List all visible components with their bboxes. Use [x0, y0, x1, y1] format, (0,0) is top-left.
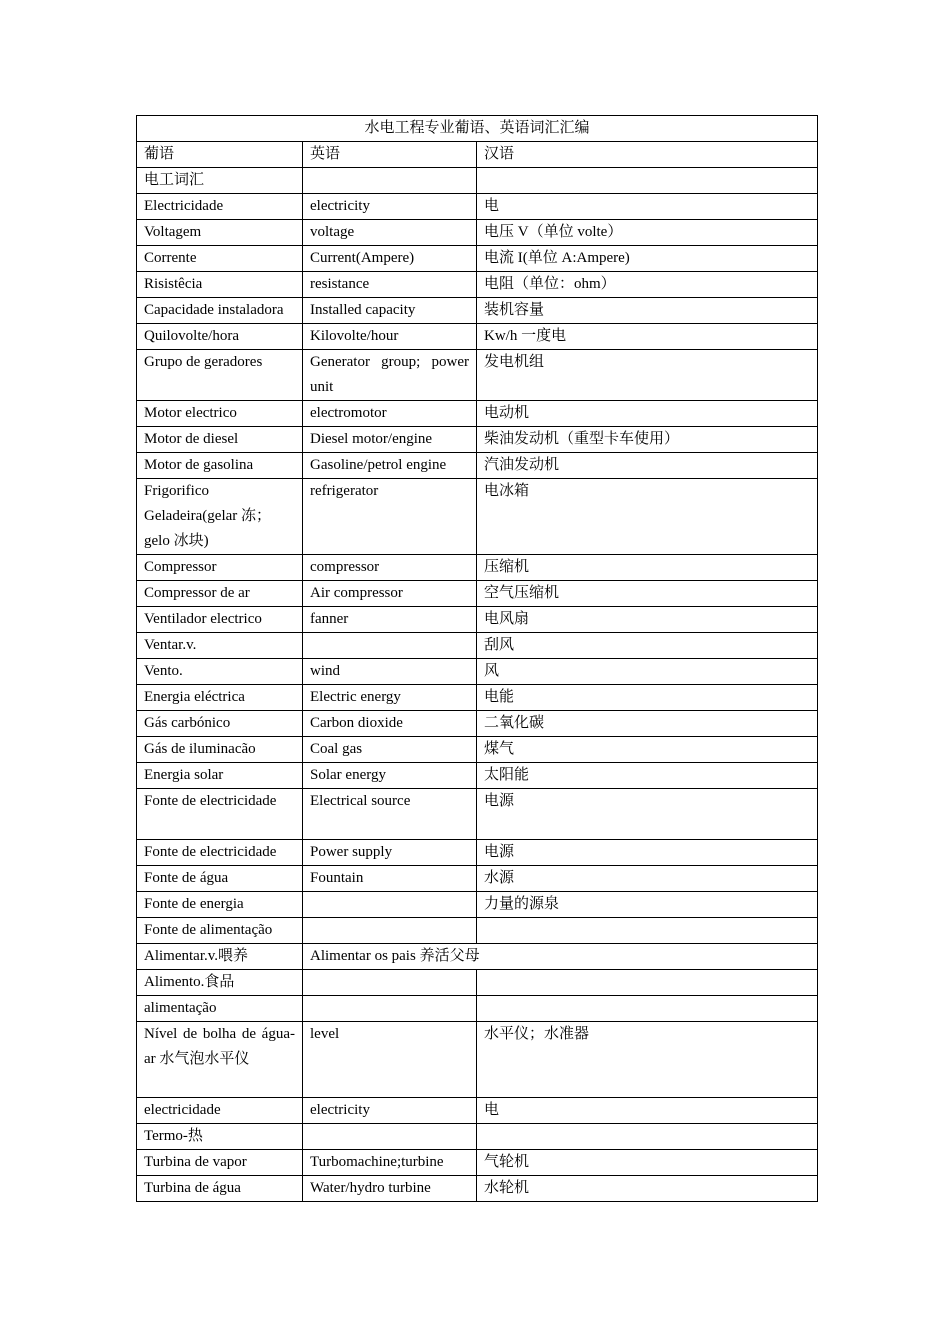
table-row	[137, 789, 818, 840]
cell-portuguese: Fonte de alimentação	[137, 918, 303, 944]
table-row	[137, 220, 818, 246]
cell-chinese: 太阳能	[477, 763, 818, 789]
cell-chinese: 空气压缩机	[477, 581, 818, 607]
table-row	[137, 246, 818, 272]
table-row	[137, 1176, 818, 1202]
cell-english: Solar energy	[303, 763, 477, 789]
cell-chinese: 电	[477, 194, 818, 220]
cell-portuguese: Energia solar	[137, 763, 303, 789]
table-row	[137, 1098, 818, 1124]
cell-english: Electrical source	[303, 789, 477, 840]
cell-english: voltage	[303, 220, 477, 246]
cell-english: Diesel motor/engine	[303, 427, 477, 453]
table-row	[137, 350, 818, 401]
cell-english: resistance	[303, 272, 477, 298]
table-row	[137, 918, 818, 944]
cell-chinese: 水平仪；水准器	[477, 1022, 818, 1098]
table-row	[137, 581, 818, 607]
cell-chinese: 刮风	[477, 633, 818, 659]
cell-portuguese: Compressor de ar	[137, 581, 303, 607]
cell-portuguese: Fonte de electricidade	[137, 789, 303, 840]
table-row	[137, 298, 818, 324]
cell-english: electricity	[303, 194, 477, 220]
cell-portuguese: Voltagem	[137, 220, 303, 246]
cell-portuguese: Turbina de água	[137, 1176, 303, 1202]
cell-english: Power supply	[303, 840, 477, 866]
cell-portuguese: Fonte de electricidade	[137, 840, 303, 866]
table-row	[137, 453, 818, 479]
cell-chinese: 电压 V（单位 volte）	[477, 220, 818, 246]
cell-english: fanner	[303, 607, 477, 633]
cell-english: Air compressor	[303, 581, 477, 607]
cell-english: Electric energy	[303, 685, 477, 711]
cell-english: Current(Ampere)	[303, 246, 477, 272]
cell-english	[303, 970, 477, 996]
header-portuguese: 葡语	[137, 142, 303, 168]
table-row	[137, 970, 818, 996]
cell-english: wind	[303, 659, 477, 685]
cell-portuguese: Gás carbónico	[137, 711, 303, 737]
cell-chinese: 电阻（单位：ohm）	[477, 272, 818, 298]
cell-chinese	[477, 168, 818, 194]
cell-portuguese: Frigorifico Geladeira(gelar 冻；gelo 冰块)	[137, 479, 303, 555]
table-row	[137, 1022, 818, 1098]
table-row	[137, 840, 818, 866]
cell-chinese	[477, 1124, 818, 1150]
cell-english: Installed capacity	[303, 298, 477, 324]
cell-portuguese: Termo-热	[137, 1124, 303, 1150]
cell-portuguese: Motor de diesel	[137, 427, 303, 453]
cell-portuguese: Corrente	[137, 246, 303, 272]
cell-chinese: 电流 I(单位 A:Ampere)	[477, 246, 818, 272]
cell-chinese: 电源	[477, 840, 818, 866]
cell-chinese: 二氧化碳	[477, 711, 818, 737]
cell-chinese: Kw/h 一度电	[477, 324, 818, 350]
table-row	[137, 168, 818, 194]
table-row	[137, 737, 818, 763]
cell-chinese: 力量的源泉	[477, 892, 818, 918]
vocabulary-table	[136, 115, 818, 1202]
cell-chinese: 电能	[477, 685, 818, 711]
cell-english	[303, 996, 477, 1022]
cell-chinese: 电源	[477, 789, 818, 840]
cell-chinese	[477, 918, 818, 944]
cell-portuguese: Vento.	[137, 659, 303, 685]
cell-chinese: 水轮机	[477, 1176, 818, 1202]
cell-portuguese: Quilovolte/hora	[137, 324, 303, 350]
cell-portuguese: Alimento.食品	[137, 970, 303, 996]
table-row	[137, 633, 818, 659]
cell-chinese: 汽油发动机	[477, 453, 818, 479]
cell-portuguese: Compressor	[137, 555, 303, 581]
table-row	[137, 479, 818, 555]
cell-chinese: 气轮机	[477, 1150, 818, 1176]
cell-english: level	[303, 1022, 477, 1098]
cell-portuguese: Ventar.v.	[137, 633, 303, 659]
cell-portuguese: Ventilador electrico	[137, 607, 303, 633]
table-row	[137, 685, 818, 711]
header-english: 英语	[303, 142, 477, 168]
cell-portuguese: Grupo de geradores	[137, 350, 303, 401]
cell-portuguese: Fonte de energia	[137, 892, 303, 918]
cell-portuguese: Motor de gasolina	[137, 453, 303, 479]
cell-chinese	[477, 996, 818, 1022]
cell-english: Coal gas	[303, 737, 477, 763]
cell-chinese: 压缩机	[477, 555, 818, 581]
cell-portuguese: Motor electrico	[137, 401, 303, 427]
cell-portuguese: Capacidade instaladora	[137, 298, 303, 324]
cell-chinese: 发电机组	[477, 350, 818, 401]
cell-english: Kilovolte/hour	[303, 324, 477, 350]
cell-portuguese: Risistêcia	[137, 272, 303, 298]
table-row	[137, 892, 818, 918]
table-row	[137, 324, 818, 350]
table-row	[137, 427, 818, 453]
cell-portuguese: electricidade	[137, 1098, 303, 1124]
cell-portuguese: Nível de bolha de água-ar 水气泡水平仪	[137, 1022, 303, 1098]
cell-chinese: 电动机	[477, 401, 818, 427]
cell-portuguese: Alimentar.v.喂养	[137, 944, 303, 970]
table-row	[137, 996, 818, 1022]
cell-portuguese: 电工词汇	[137, 168, 303, 194]
table-row	[137, 944, 818, 970]
table-row	[137, 763, 818, 789]
cell-chinese: 水源	[477, 866, 818, 892]
cell-portuguese: Energia eléctrica	[137, 685, 303, 711]
cell-chinese: 电	[477, 1098, 818, 1124]
table-row	[137, 1124, 818, 1150]
cell-english: electromotor	[303, 401, 477, 427]
header-row	[137, 142, 818, 168]
cell-english	[303, 892, 477, 918]
cell-english: Water/hydro turbine	[303, 1176, 477, 1202]
cell-portuguese: Turbina de vapor	[137, 1150, 303, 1176]
cell-chinese: 煤气	[477, 737, 818, 763]
table-row	[137, 659, 818, 685]
cell-portuguese: Gás de iluminacão	[137, 737, 303, 763]
header-chinese: 汉语	[477, 142, 818, 168]
cell-chinese: 风	[477, 659, 818, 685]
cell-english: Fountain	[303, 866, 477, 892]
cell-chinese: 电冰箱	[477, 479, 818, 555]
table-row	[137, 711, 818, 737]
cell-english: Turbomachine;turbine	[303, 1150, 477, 1176]
cell-english	[303, 1124, 477, 1150]
cell-english	[303, 168, 477, 194]
cell-english: Gasoline/petrol engine	[303, 453, 477, 479]
cell-portuguese: alimentação	[137, 996, 303, 1022]
cell-chinese: 装机容量	[477, 298, 818, 324]
table-row	[137, 272, 818, 298]
table-row	[137, 1150, 818, 1176]
cell-english	[303, 633, 477, 659]
cell-english-chinese-merged: Alimentar os pais 养活父母	[303, 944, 818, 970]
table-row	[137, 555, 818, 581]
title-row	[137, 116, 818, 142]
cell-english: Generator group; power unit	[303, 350, 477, 401]
cell-portuguese: Fonte de água	[137, 866, 303, 892]
cell-chinese: 电风扇	[477, 607, 818, 633]
table-row	[137, 607, 818, 633]
table-row	[137, 194, 818, 220]
cell-english: Carbon dioxide	[303, 711, 477, 737]
cell-chinese	[477, 970, 818, 996]
cell-english	[303, 918, 477, 944]
table-title: 水电工程专业葡语、英语词汇汇编	[137, 116, 818, 142]
cell-english: electricity	[303, 1098, 477, 1124]
cell-english: compressor	[303, 555, 477, 581]
table-row	[137, 401, 818, 427]
table-row	[137, 866, 818, 892]
cell-chinese: 柴油发动机（重型卡车使用）	[477, 427, 818, 453]
cell-english: refrigerator	[303, 479, 477, 555]
cell-portuguese: Electricidade	[137, 194, 303, 220]
